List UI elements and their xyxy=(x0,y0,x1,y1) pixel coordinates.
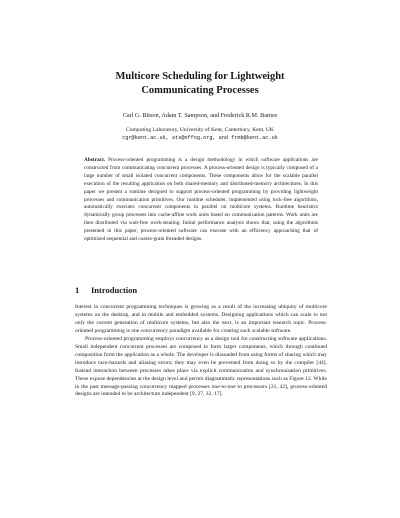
author-emails: cgr@kent.ac.uk, ats@offog.org, and frmb@kent.ac.uk xyxy=(122,135,278,141)
title-line-2: Communicating Processes xyxy=(141,85,259,96)
section-title: Introduction xyxy=(91,285,138,295)
abstract-text: Process-oriented programming is a design methodology in which software applications are constructed from communicating concurrent processes. A process-oriented design is typically composed of a large number of small isolated concurrent components. These components allow for the scalable parallel execution of the resulting application on both shared-memory and distributed-memory architectures. In this paper we present a runtime designed to support process-oriented programming by providing lightweight processes and communication primitives. Our runtime scheduler, implemented using lock-free algorithms, automatically executes concurrent components in parallel on multicore systems. Runtime heuristics dynamically group processes into cache-affine work units based on communication patterns. Work units are then distributed via wait-free work-stealing. Initial performance analysis shows that, using the algorithms presented in this paper, process-oriented software can execute with an efficiency approaching that of optimized sequential and coarse-grain threaded designs. xyxy=(84,157,319,243)
paper-title xyxy=(40,70,360,98)
abstract-label: Abstract. xyxy=(84,157,106,163)
paragraph-1: Interest in concurrent programming techniques is growing as a result of the increasing ubiquity of multicore systems on the desktop, and in mobile and embedded systems. Designing applications which can scale to not only the current generation of multicore systems, but also the next, is an important research topic. Process-oriented programming is one concurrency paradigm available for creating such scalable software. xyxy=(75,304,327,334)
author-list: Carl G. Ritson, Adam T. Sampson, and Frederick R.M. Barnes xyxy=(122,112,278,119)
section-heading xyxy=(75,285,137,296)
paragraph-2: Process-oriented programming employs concurrency as a design tool for constructing software applications. Small independent concurrent processes are composed to form larger components, which through continued composition form the application as a whole. The developer is dissuaded from using forms of sharing which may introduce race-hazards and aliasing errors; they may even be prevented from doing so by the compiler [44]. Instead interaction between processes takes place via explicit communication and synchronisation primitives. These expose dependencies at the design level and permit diagrammatic representations such as Figure 12. While in the past message-passing concurrency mapped processes one-to-one to processors [21, 42], process-oriented designs are intended to be architecture independent [9, 27, 32, 17]. xyxy=(75,335,327,398)
section-number: 1 xyxy=(75,285,80,295)
affiliation: Computing Laboratory, University of Kent, Canterbury, Kent, UK xyxy=(126,127,274,133)
section-body xyxy=(75,304,327,399)
title-line-1: Multicore Scheduling for Lightweight xyxy=(115,71,285,82)
abstract xyxy=(84,157,318,244)
